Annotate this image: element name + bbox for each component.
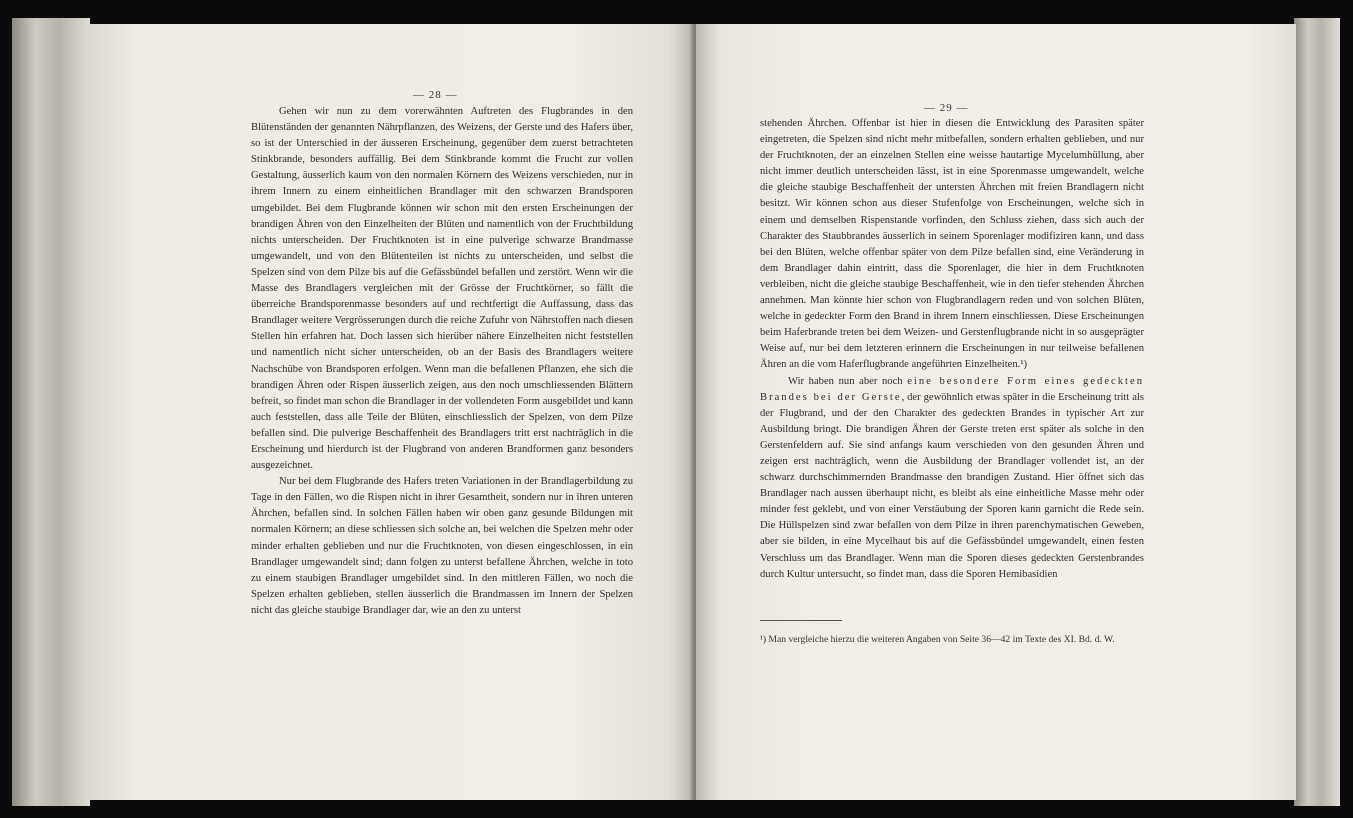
footnote-rule — [760, 620, 842, 621]
right-page-text — [760, 116, 1144, 583]
right-page-edges — [1294, 18, 1340, 806]
paragraph-lead: Wir haben nun aber noch — [788, 375, 908, 387]
left-page-text — [251, 104, 633, 619]
left-page — [88, 24, 693, 800]
paragraph: stehenden Ährchen. Offenbar ist hier in diesen die Entwicklung des Parasiten später eingetreten, die Spelzen sind nicht mehr mitbefallen, sondern erhalten geblieben, und nur der Fruchtknoten, der an einzelnen Stellen eine weisse hautartige Mycelumhüllung, aber nicht immer deutlich unterscheiden lässt, ist in eine Sporenmasse umgewandelt, welche die gleiche staubige Beschaffenheit der untersten Ährchen mit freien Brandlagern nicht besitzt. Wir können schon aus dieser Stufenfolge von Erscheinungen, welche sich in einem und demselben Rispenstande vorfinden, den Schluss ziehen, dass sich auch der Charakter des Staubbrandes äusserlich in seinem Sporenlager modifiziren kann, und dass bei den Blüten, welche offenbar später von dem Pilze befallen sind, eine Veränderung in dem Brandlager dahin eintritt, dass die Sporenlager, die hier in dem Fruchtknoten verbleiben, nicht die gleiche staubige Beschaffenheit, wie in den tiefer stehenden Ährchen annehmen. Man könnte hier schon von Flugbrandlagern reden und von solchen Blüten, welche in gedeckter Form den Brand in ihrem Innern einschliessen. Diese Erscheinungen beim Haferbrande treten bei dem Weizen- und Gerstenflugbrande nicht in so ausgeprägter Weise auf, nur bei dem letzteren erinnern die Erscheinungen in nur teilweise befallenen Ähren an die vom Haferflugbrande angeführten Einzelheiten.¹) — [760, 118, 1144, 371]
left-page-edges — [12, 18, 90, 806]
left-page-number: — 28 — — [413, 89, 458, 101]
right-page-number: — 29 — — [924, 102, 969, 114]
paragraph: Gehen wir nun zu dem vorerwähnten Auftreten des Flugbrandes in den Blütenständen der genannten Nährpflanzen, des Weizens, der Gerste und des Hafers über, so ist der Unterschied in der äusseren Erscheinung, gegenüber dem zuerst betrachteten Stinkbrande, besonders auffällig. Bei dem Stinkbrande kommt die Frucht zur vollen Gestaltung, äusserlich kaum von den normalen Körnern des Weizens verschieden, nur in ihrem Innern zu einem einheitlichen Brandlager mit den schwarzen Brandsporen umgebildet. Bei dem Flugbrande können wir schon mit den ersten Erscheinungen der brandigen Ähren von den Einzelheiten der Blüten und namentlich von der Fruchtbildung nichts unterscheiden. Der Fruchtknoten ist in eine pulverige schwarze Brandmasse umgewandelt, und von den Blütenteilen ist nichts zu unterscheiden, und selbst die Spelzen sind von dem Pilze bis auf die Gefässbündel befallen und zerstört. Wenn wir die Masse des Brandlagers vergleichen mit der Grösse der Fruchtkörner, so fällt die überreiche Brandsporenmasse besonders auf und rechtfertigt die Auffassung, dass das Brandlager weitere Vergrösserungen durch die reiche Zufuhr von Nährstoffen nach diesen Stellen hin erfahren hat. Doch lassen sich hierüber nähere Einzelheiten nicht feststellen und namentlich nicht sicher unterscheiden, ob an der Basis des Brandlagers weitere Nachschübe von Brandsporen erfolgen. Wenn man die befallenen Pflanzen, ehe sich die brandigen Ähren oder Rispen äusserlich zeigen, aus den noch umschliessenden Blättern befreit, so findet man schon die Brandlager in der vollendeten Form ausgebildet und kann auch feststellen, dass alle Teile der Blüten, einschliesslich der Spelzen, von dem Pilze befallen sind. Die pulverige Beschaffenheit des Brandlagers tritt erst nachträglich in die Erscheinung und hierdurch ist der Flugbrand von anderen Brandformen ganz besonders ausgezeichnet. — [251, 106, 633, 472]
paragraph — [760, 374, 1144, 583]
spaced-emphasis: eine besondere Form eines gedeckten Brandes bei der Gerste — [760, 375, 1144, 403]
paragraph: Nur bei dem Flugbrande des Hafers treten Variationen in der Brandlagerbildung zu Tage in den Fällen, wo die Rispen nicht in ihrer Gesamtheit, sondern nur in ihren unteren Ährchen, befallen sind. In solchen Fällen haben wir oben ganz gesunde Bildungen mit normalen Körnern; an diese schliessen sich solche an, bei welchen die Spelzen mehr oder minder erhalten geblieben und nur die Fruchtknoten, von diesen eingeschlossen, in ein Brandlager umgewandelt sind; dann folgen zu unterst befallene Ährchen, welche in toto zu einem staubigen Brandlager umgebildet sind. In den mittleren Fällen, wo noch die Spelzen erhalten geblieben, stellen äusserlich die Brandmassen im Innern der Spelzen nicht das gleiche staubige Brandlager dar, wie an den zu unterst — [251, 476, 633, 616]
right-page — [696, 24, 1296, 800]
paragraph-rest: , der gewöhnlich etwas später in die Erscheinung tritt als der Flugbrand, und der den Charakter des gedeckten Brandes in typischer Art zur Ausbildung bringt. Die brandigen Ähren der Gerste treten erst später als solche in den Gerstenfeldern auf. Sie sind anfangs kaum verschieden von den gesunden Ähren und zeigen erst nachträglich, wenn die Ausbildung der Brandlager vollendet ist, an der schwarz durchschimmernden Brandmasse den brandigen Zustand. Hier öffnet sich das Brandlager nach aussen überhaupt nicht, es bleibt als eine einheitliche Masse mehr oder minder fest geklebt, und von einer Verstäubung der Sporen kann garnicht die Rede sein. Die Hüllspelzen sind zwar befallen von dem Pilze in ihren parenchymatischen Geweben, aber sie bilden, in eine Mycelhaut bis auf die Gefässbündel umgewandelt, einen festen Verschluss um das Brandlager. Wenn man die Sporen dieses gedeckten Gerstenbrandes durch Kultur untersucht, so findet man, dass die Sporen Hemibasidien — [760, 391, 1145, 580]
footnote: ¹) Man vergleiche hierzu die weiteren Angaben von Seite 36—42 im Texte des XI. Bd. d. W. — [760, 634, 1115, 645]
